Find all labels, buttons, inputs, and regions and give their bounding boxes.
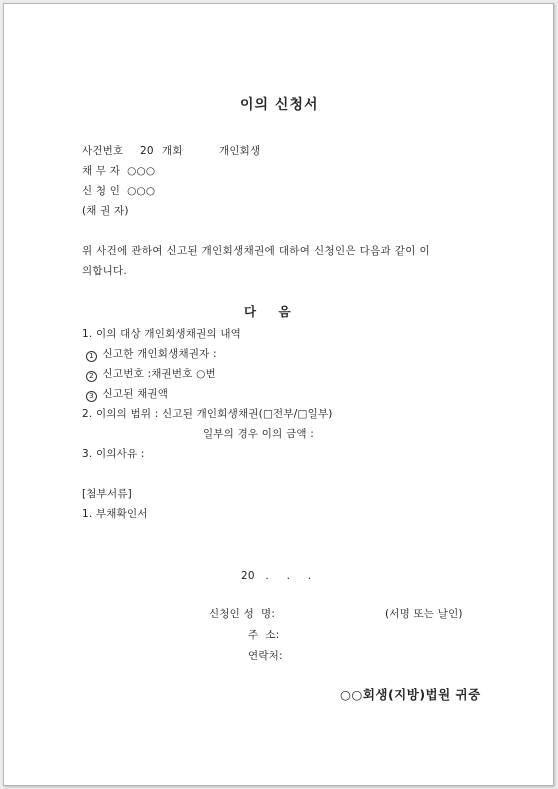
intro-text-line1: 위 사건에 관하여 신고된 개인회생채권에 대하여 신청인은 다음과 같이 이 [82,245,430,257]
circled-number-icon: 3 [86,391,97,402]
item-1: 1. 이의 대상 개인회생채권의 내역 [82,328,242,340]
signature-seal-note: (서명 또는 날인) [385,608,463,620]
sub-item-1-text: 신고한 개인회생채권자 : [102,348,217,360]
section-heading: 다 음 [244,304,292,319]
document-page [3,3,554,786]
creditor-note: (채 권 자) [82,205,129,217]
signature-contact-label: 연락처: [248,650,283,662]
item-2-partial-amount: 일부의 경우 이의 금액 : [203,428,314,440]
applicant-line: 신 청 인 ○○○ [82,185,156,197]
debtor-line: 채 무 자 ○○○ [82,165,156,177]
sub-item-2 [86,368,216,382]
case-number: 개회 [162,145,183,157]
item-3: 3. 이의사유 : [82,448,145,460]
sub-item-3 [86,388,168,402]
sub-item-3-text: 신고된 채권액 [102,388,169,400]
circled-number-icon: 2 [86,371,97,382]
attachment-item-1: 1. 부채확인서 [82,508,148,520]
case-year: 20 [140,145,154,157]
circled-number-icon: 1 [86,351,97,362]
case-number-label: 사건번호 [82,145,124,157]
date-line: 20 . . . [241,570,312,582]
court-addressee: ○○회생(지방)법원 귀중 [340,687,481,702]
signature-address-label: 주 소: [248,629,280,641]
sub-item-1 [86,348,217,362]
case-type: 개인회생 [219,145,261,157]
signature-name-label: 신청인 성 명: [209,608,276,620]
attachments-heading: [첨부서류] [82,488,132,500]
intro-text-line2: 의합니다. [82,265,127,277]
sub-item-2-text: 신고번호 :채권번호 ○번 [102,368,216,380]
document-title: 이의 신청서 [240,97,319,113]
item-2: 2. 이의의 범위 : 신고된 개인회생채권(□전부/□일부) [82,408,333,420]
